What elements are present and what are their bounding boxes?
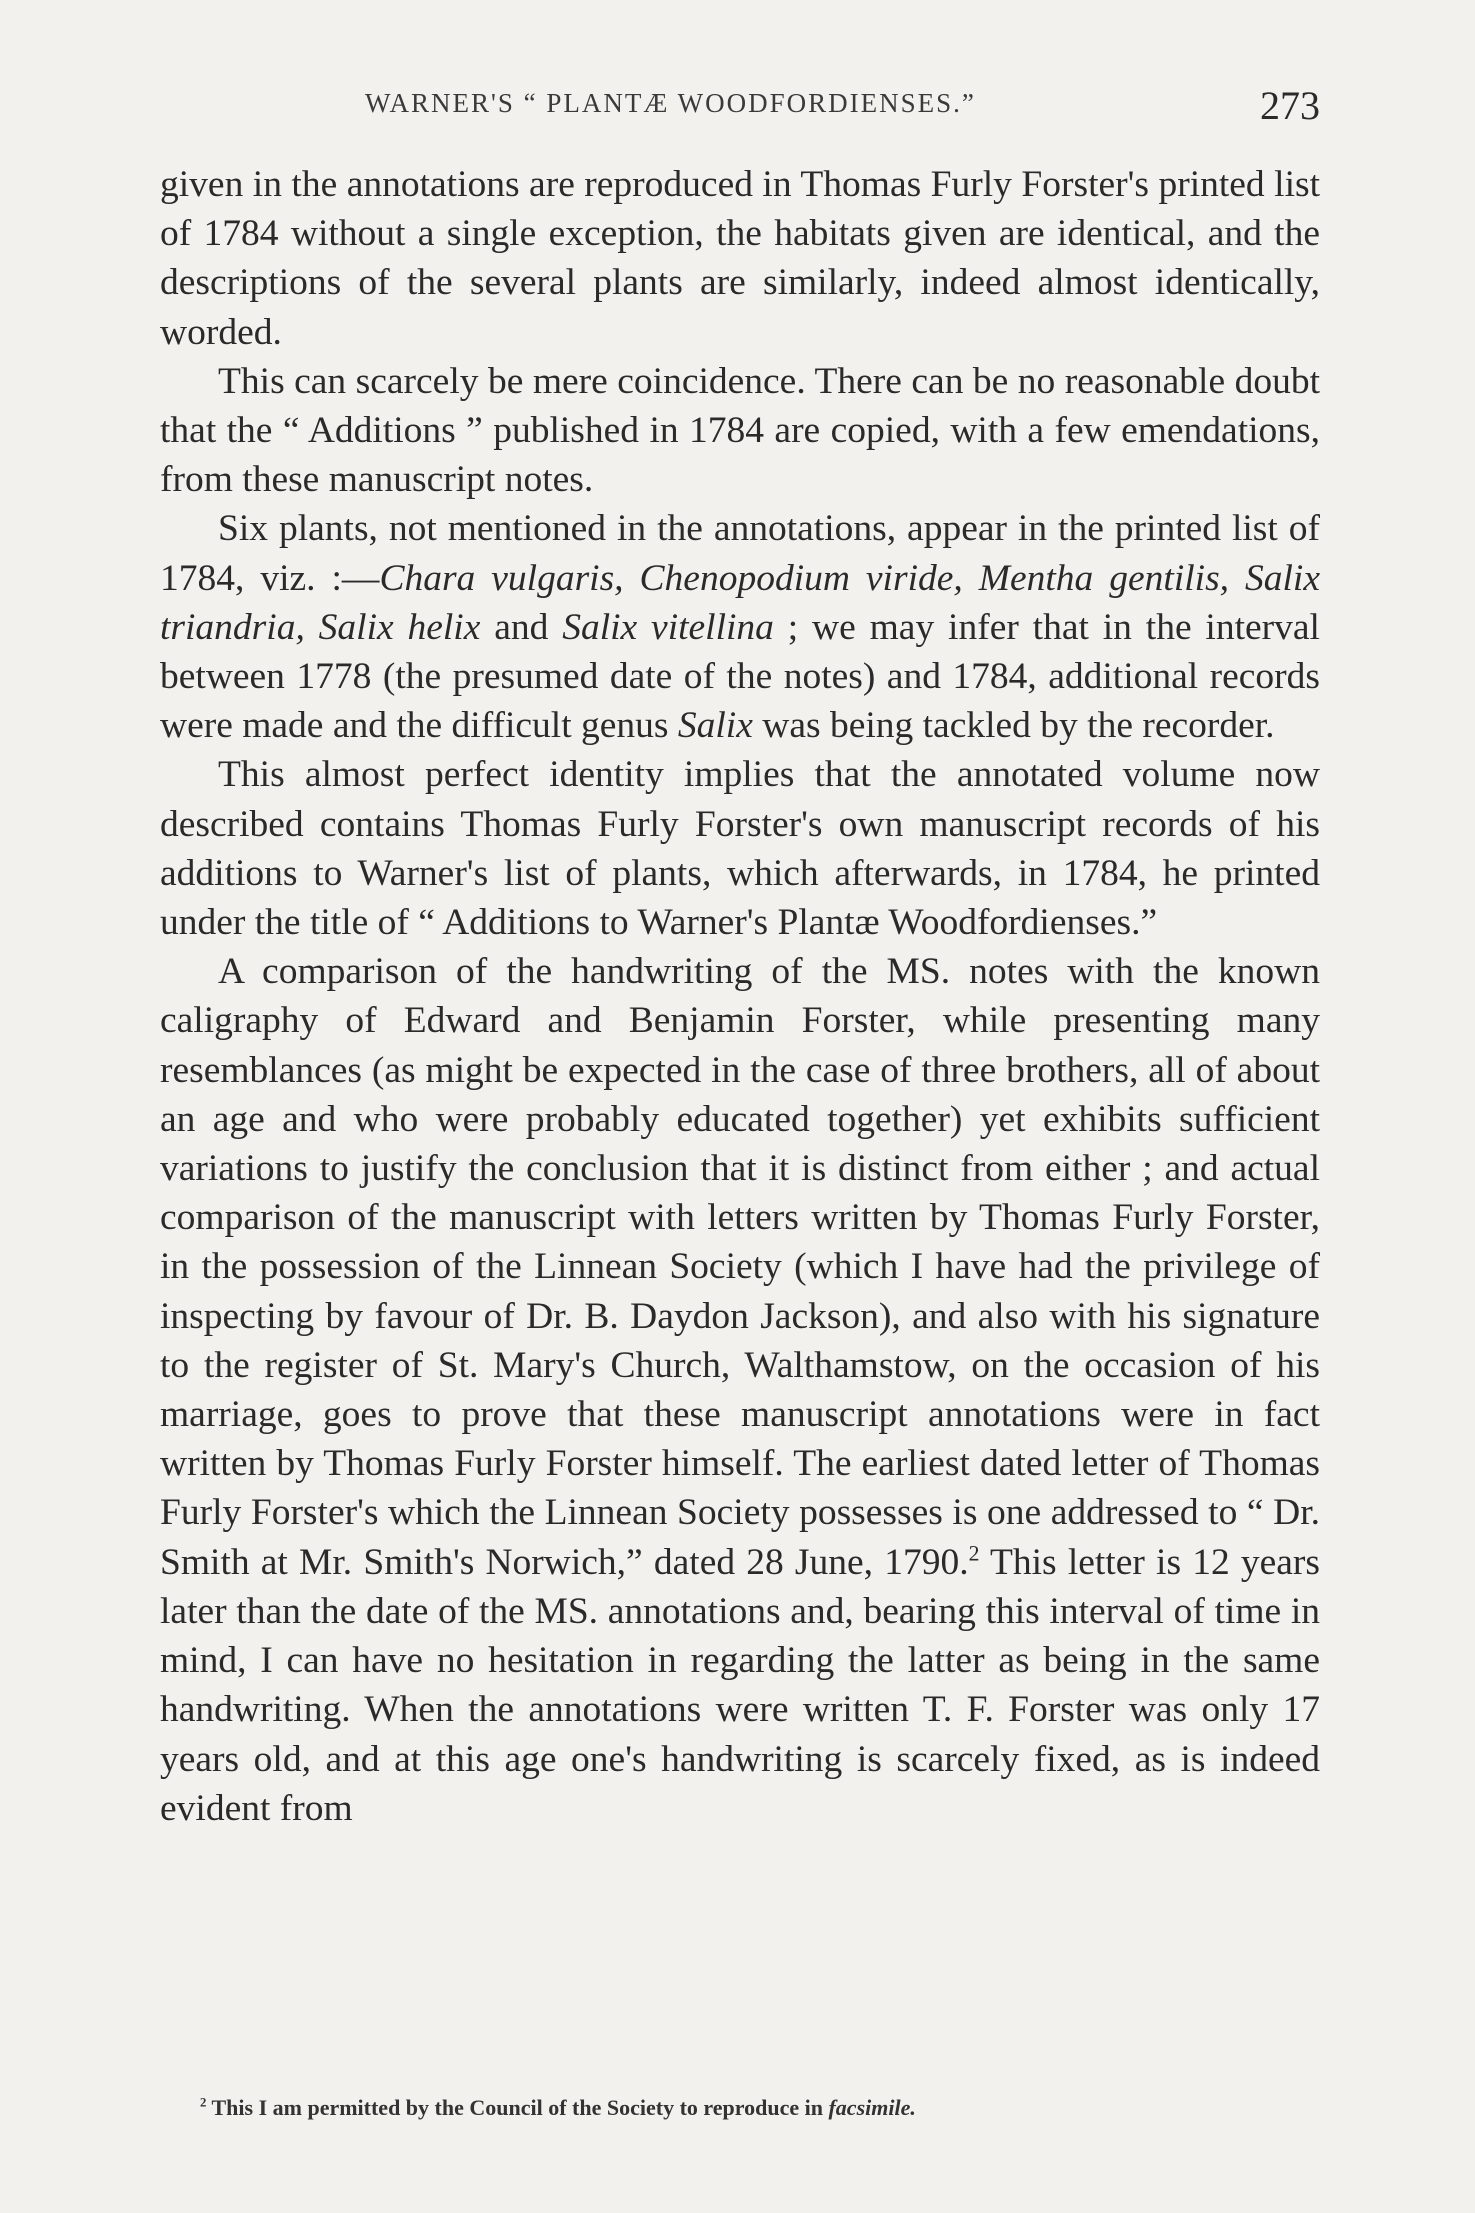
paragraph-3-text-b: ; we may infer that in the interval between 1778 (the presumed date of the notes) and 1784, additional records were made and the difficult genus (160, 606, 1320, 747)
footnote-marker: 2 (200, 2095, 207, 2110)
footnote-reference: 2 (968, 1541, 980, 1566)
footnote-italic: facsimile. (828, 2095, 916, 2120)
running-title: WARNER'S “ PLANTÆ WOODFORDIENSES.” (365, 88, 976, 118)
body-text (160, 160, 1320, 1833)
paragraph-1: given in the annotations are reproduced in Thomas Furly Forster's printed list of 1784 without a single exception, the habitats given are identical, and the descriptions of the several plants are similarly, indeed almost identically, worded. (160, 164, 1320, 353)
genus-name: Salix (677, 705, 753, 747)
paragraph-2: This can scarcely be mere coincidence. There can be no reasonable doubt that the “ Additions ” published in 1784 are copied, with a few emendations, from these manuscript notes. (160, 360, 1320, 501)
paragraph-3-and: and (480, 606, 563, 648)
page-number: 273 (1260, 83, 1320, 128)
species-last: Salix vitellina (562, 606, 774, 648)
paragraph-5-text-b: This letter is 12 years later than the date of the MS. annotations and, bearing this interval of time in mind, I can have no hesitation in regarding the latter as being in the same handwriting. When the annotations were written T. F. Forster was only 17 years old, and at this age one's handwriting is scarcely fixed, as is indeed evident from (160, 1541, 1321, 1829)
page-header (160, 83, 1320, 138)
paragraph-3 (160, 504, 1320, 750)
paragraph-5 (160, 947, 1320, 1833)
footnote (200, 2095, 1320, 2121)
paragraph-4: This almost perfect identity implies that the annotated volume now described contains Thomas Furly Forster's own manuscript records of his additions to Warner's list of plants, which afterwards, in 1784, he printed under the title of “ Additions to Warner's Plantæ Woodfordienses.” (160, 754, 1320, 944)
paragraph-3-text-c: was being tackled by the recorder. (752, 705, 1275, 747)
footnote-text: This I am permitted by the Council of the Society to reproduce in (211, 2095, 829, 2120)
paragraph-5-text-a: A comparison of the handwriting of the MS. notes with the known caligraphy of Edward and Benjamin Forster, while presenting many resemblances (as might be expected in the case of three brothers, all of about an age and who were probably educated together) yet exhibits sufficient variations to justify the conclusion that it is distinct from either ; and actual comparison of the manuscript with letters written by Thomas Furly Forster, in the possession of the Linnean Society (which I have had the privilege of inspecting by favour of Dr. B. Daydon Jackson), and also with his signature to the register of St. Mary's Church, Walthamstow, on the occasion of his marriage, goes to prove that these manuscript annotations were in fact written by Thomas Furly Forster himself. The earliest dated letter of Thomas Furly Forster's which the Linnean Society possesses is one addressed to “ Dr. Smith at Mr. Smith's Norwich,” dated 28 June, 1790. (160, 951, 1320, 1583)
species-list: Chara vulgaris, Chenopodium viride, Mentha gentilis, Salix triandria, Salix helix (160, 557, 1320, 648)
paragraph-3-text-a: Six plants, not mentioned in the annotations, appear in the printed list of 1784, viz. :— (160, 508, 1320, 599)
